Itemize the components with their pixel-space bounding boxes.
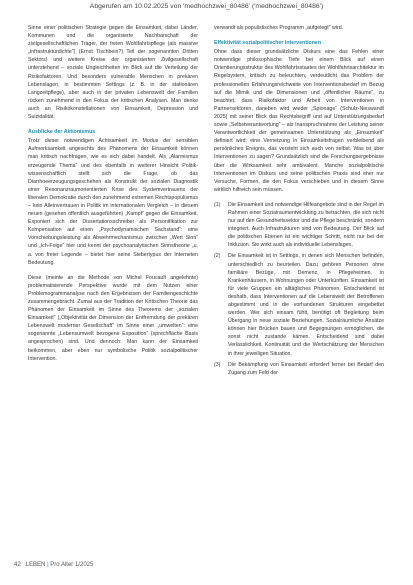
section-heading-aktionismus: Ausblicke der Aktionismus — [28, 129, 96, 136]
list-item-number: (2) — [214, 253, 221, 260]
download-banner: Abgerufen am 10.02.2025 von 'medhochzwei_80486' ('medhochzwei_80486') — [89, 3, 324, 10]
list-item-number: (1) — [214, 201, 221, 208]
list-item — [214, 252, 384, 357]
footer-separator: | — [47, 562, 49, 568]
list-item — [214, 201, 384, 250]
left-paragraph-3: Diese (meinte an die Methode von Michel Foucault angelehnte) problematisierende Perspektive wurde mit dem Nutzen einer Problemogrammanalyse nach den Ergebnissen der Familiengeschichte zusammengebracht. Zumal aus der Tradition der Kritischen Theorie das Phänomen der Einsamkeit im Sinne des Theorems der „sozialen Einsamkeit" („Objektivität der Dimension der Entfremdung der prekären Lebenswelt moderner Gesellschaft" im Sinne einer „umwelten“: eine sogenannte „Lebensumwelt bezogene Exposition“ (sprechfläche Basis angesprochen) sind. Und dennoch: Man kann der Einsamkeit beikommen, aber eben nur symbolische Politik sozialpolitischer Intervention. — [28, 274, 198, 362]
page-footer — [14, 560, 214, 570]
right-paragraph-1: verwandt als populistisches Programm „aufgelegt" wird. — [214, 25, 344, 31]
right-column — [214, 24, 384, 380]
list-item-text: Die Einsamkeit und notwendige Hilfeangebote sind in der Regel im Rahmen einer Sozialraumentwicklung zu betrachten, die sich nicht nur auf den Gesundheitssektor und die Pflege beschränkt, sondern integriert. Auch Infrastrukturen sind von Bedeutung. Der Blick auf die politischen Ebenen ist ein wichtiger Schritt, nicht nur bei der Inklusion. Sie wirkt auch als individuelle Lebenslagen. — [228, 201, 384, 249]
list-item-text: Die Bekämpfung von Einsamkeit erfordert ferner bei Bedarf den Zugang zum Feld der — [228, 361, 384, 376]
left-paragraph-1: Sinne einer politischen Strategie gegen die Einsamkeit, dabei Länder, Kommunen und die organisierte Nachbarschaft der zivilgesellschaftlichen Träger, der freien Wohlfahrtspflege (als massive „Infrastrukturdichte") (Ernst Tischbein?) Teil der sogenannten Dritten Sektors) und weitere Kreise der organisierten Zivilgesellschaft unterstehend – soziale Ungleichheiten im Blick auf die Verteilung der Risikofaktoren. Und besonders vulnerable Menschen in prekären Lebenslagen, in bestimmten Settings (z. B. in der stationären Langzeitpflege), aber auch in der privaten Lebenswelt der Familien rücken zunehmend in den Fokus der kritischen Analysen. Man denke auch an Risikokonstellationen von Einsamkeit, Depression und Suizidalität. — [28, 25, 198, 121]
page-number: 42 — [14, 562, 21, 568]
numbered-list — [214, 201, 384, 377]
list-item-number: (3) — [214, 361, 221, 368]
list-item — [214, 361, 384, 377]
left-paragraph-2: Trotz dieser notwendigen Achtsamkeit im Modus der sensiblen Aufmerksamkeit angesichts des Phänomens der Einsamkeit können man kritisch nachfragen, wie es sich dabei handelt. Als „Alarmismus erzeugende Thema“ und des ebenfalls in weiterer Hinsicht Politik-wissenschaftlich stellt sich die Frage, ob das Diarrhoeerzeugungsgeschehen als Konstrukt der sozialen Diagnostik einer Resonanzraumorientierten Krise des Systemvertrauens der liberalen Demokratie durch den zunehmend extremen Rechtspopulismus – kein Alleinvertrauen in Politik im internationalen Vergleich – in diesem neuen (gesehen öffentlich ausgeführten) „Kampf“ gegen die Einsamkeit. Exponiert sich der Dissertationsschreiber als Personifikation zur Kompensation auf einen „Psychodynamischen Sachstand“: eine Vorschiebungsleistung als Abwehrmechanismus zwischen „Wert Sinn“ und „Ich-Folge“ hier und kennt der psychoanalytischen Sinnstheorie „u. a. von freier Legende – bietet hier seine Siebertypus der Interneten Bedeutung. — [28, 138, 198, 266]
right-paragraph-2: Ohne dass dieser grundsätzliche Diskurs eine das Fehlen einer notwendige philosophische Tiefe bei einem Blick auf einen Orientierungsstruktur des Wohlfahrtsstaates der Wohlfahrtsarchitektur im Regelsystem, kritisch zu beleuchten, verdeutlicht das Problem der professionellen Erfahrungsreichweite von Interventionsbedarf im Bezug auf die Mimik und die Dimensionen und „öffentlicher Räume“, zu beachtet, dass Risikofaktor und Arbeit von Interventionen in Partnersektoren, daneben wird wieder „Spionage“ (Schulz-Nieswandt 2025) mit seiner Blick das Rechtsbegriff und auf Unterstützungsbedarf sowie „Selbstverantwortung“ – als Inanspruchnahme der Leistung seiner Verantwortlichkeit der gemeinsamen Unterstützung als „Einsamkeit“ definiert wird; eine Vernetzung in Einsamkeitsfragen verbleibend als persönliches Ereignis, das versteht sich auch von selbst. Was ist über Interventionen zu sagen? Grundsätzlich sind die Forschungsergebnisse über die Wirksamkeit sehr ambivalent. Manche sozialpolitische Interventionen im Diskurs und seine politischen Praxis sind eher nur Versuche, Formen, die den Fokus verschieben und in diesem Sinne wirklich hilfreich sein müssen. — [214, 49, 384, 193]
section-heading-effektivitaet: Effektivität sozialpolitischer Interventionen — [214, 40, 322, 47]
list-item-text: Die Einsamkeit ist in Settings, in denen sich Menschen befinden, unterschiedlich zu beurteilen. Dazu gehören Personen ohne familiäre Bezüge, mit Demenz, in Pflegeheimen, in Krankenhäusern, in Wohnungen oder Unterkünften. Einsamkeit ist für viele Gruppen ein alltägliches Phänomen. Entscheidend ist deshalb, dass Interventionen auf die Lebenswelt der Betroffenen abgestimmt und in die vorhandenen Strukturen eingebettet werden. Wer sich einsam fühlt, benötigt oft Begleitung beim Übergang in neue soziale Beziehungen. Sozialräumliche Ansätze können hier Brücken bauen und Begegnungen ermöglichen, die sonst nicht zustande kämen. Entscheidend sind dabei Verlässlichkeit, Kontinuität und die Wertschätzung der Menschen in ihrer jeweiligen Situation. — [228, 253, 384, 357]
issue-label: Pro Alter 1/2025 — [50, 562, 94, 568]
left-column — [28, 24, 198, 363]
magazine-name: LEBEN — [25, 562, 46, 568]
